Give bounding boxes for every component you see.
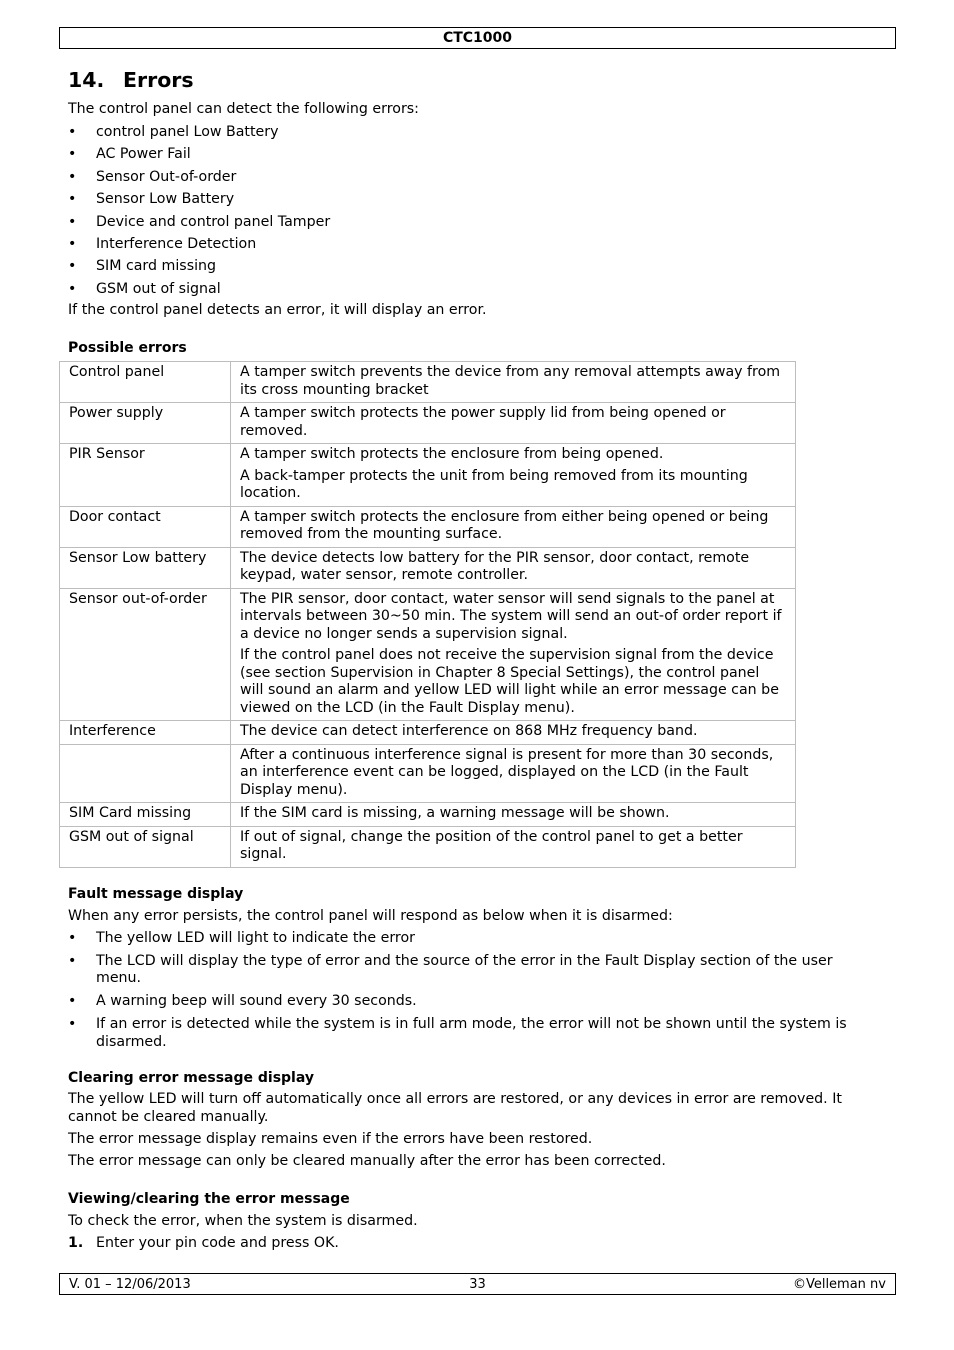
list-item: • SIM card missing: [68, 258, 878, 276]
table-row: [60, 547, 796, 588]
step-text: Enter your pin code and press OK.: [96, 1235, 339, 1251]
list-item: • Device and control panel Tamper: [68, 214, 878, 232]
table-row: [60, 403, 796, 444]
list-item: • GSM out of signal: [68, 281, 878, 299]
table-row: [60, 721, 796, 745]
list-item: • The LCD will display the type of error and the source of the error in the Fault Display section of the user menu.: [68, 953, 878, 988]
error-label: PIR Sensor: [60, 444, 231, 507]
possible-errors-heading: Possible errors: [68, 340, 187, 356]
error-description: [231, 744, 796, 803]
table-row: [60, 803, 796, 827]
description-text: A back-tamper protects the unit from being removed from its mounting location.: [240, 467, 748, 501]
error-label: Sensor out-of-order: [60, 588, 231, 721]
description-text: A tamper switch protects the power supply lid from being opened or removed.: [240, 405, 726, 439]
clearing-paragraph: The error message can only be cleared manually after the error has been corrected.: [68, 1153, 666, 1169]
list-item: • Sensor Low Battery: [68, 191, 878, 209]
description-text: The device detects low battery for the PIR sensor, door contact, remote keypad, water sensor, remote controller.: [240, 549, 750, 583]
section-number: 14.: [68, 68, 105, 92]
table-row: [60, 444, 796, 507]
error-description: [231, 444, 796, 507]
description-text: If out of signal, change the position of the control panel to get a better signal.: [240, 828, 743, 862]
error-description: [231, 803, 796, 827]
list-item: • Interference Detection: [68, 236, 878, 254]
step-number: 1.: [68, 1235, 84, 1251]
viewing-intro: To check the error, when the system is disarmed.: [68, 1213, 418, 1229]
clearing-paragraph: The yellow LED will turn off automatically once all errors are restored, or any devices in error are removed. It cannot be cleared manually.: [68, 1091, 842, 1125]
error-label: Sensor Low battery: [60, 547, 231, 588]
table-row: [60, 826, 796, 867]
error-type-list: [68, 124, 878, 303]
page-number: 33: [469, 1277, 486, 1292]
table-row: [60, 362, 796, 403]
list-item: • The yellow LED will light to indicate the error: [68, 930, 878, 948]
footer-version: V. 01 – 12/06/2013: [69, 1277, 191, 1292]
error-description: [231, 588, 796, 721]
list-item: • A warning beep will sound every 30 seconds.: [68, 993, 878, 1011]
error-description: [231, 826, 796, 867]
error-label: Door contact: [60, 506, 231, 547]
error-label: Interference: [60, 721, 231, 745]
after-list-paragraph: If the control panel detects an error, it will display an error.: [68, 302, 487, 318]
error-label: Power supply: [60, 403, 231, 444]
error-description: [231, 506, 796, 547]
intro-paragraph: The control panel can detect the following errors:: [68, 101, 419, 117]
error-description: [231, 403, 796, 444]
fault-display-intro: When any error persists, the control panel will respond as below when it is disarmed:: [68, 908, 673, 924]
list-item: • If an error is detected while the system is in full arm mode, the error will not be shown until the system is disarmed.: [68, 1016, 878, 1051]
viewing-steps: [68, 1235, 339, 1253]
description-text: The device can detect interference on 868 MHz frequency band.: [240, 723, 698, 739]
error-description: [231, 362, 796, 403]
error-description: [231, 547, 796, 588]
page-footer: [59, 1273, 896, 1295]
description-text: A tamper switch prevents the device from any removal attempts away from its cross mounting bracket: [240, 364, 781, 398]
section-title: [68, 66, 194, 94]
viewing-heading: Viewing/clearing the error message: [68, 1191, 350, 1207]
clearing-heading: Clearing error message display: [68, 1070, 314, 1086]
step-item: [68, 1235, 339, 1253]
header-model: CTC1000: [442, 30, 513, 46]
footer-copyright: ©Velleman nv: [792, 1277, 886, 1292]
table-row: [60, 506, 796, 547]
fault-display-list: [68, 930, 878, 1057]
clearing-paragraph: The error message display remains even if the errors have been restored.: [68, 1131, 593, 1147]
page-header: [59, 27, 896, 49]
table-row: [60, 588, 796, 721]
list-item: • AC Power Fail: [68, 146, 878, 164]
description-text: A tamper switch protects the enclosure from either being opened or being removed from the mounting surface.: [240, 508, 769, 542]
possible-errors-table: [59, 361, 796, 868]
error-label: Control panel: [60, 362, 231, 403]
fault-display-heading: Fault message display: [68, 886, 244, 902]
list-item: • control panel Low Battery: [68, 124, 878, 142]
section-title-text: Errors: [123, 68, 194, 92]
error-label: GSM out of signal: [60, 826, 231, 867]
error-label: SIM Card missing: [60, 803, 231, 827]
description-text: A tamper switch protects the enclosure from being opened.: [240, 446, 664, 462]
description-text: The PIR sensor, door contact, water sensor will send signals to the panel at intervals between 30~50 min. The system will send an out-of order report if a device no longer sends a supervision signal.: [240, 590, 782, 642]
description-text: If the SIM card is missing, a warning message will be shown.: [240, 805, 670, 821]
description-text: If the control panel does not receive the supervision signal from the device (see section Supervision in Chapter 8 Special Settings), the control panel will sound an alarm and yellow LED will light while an error message can be viewed on the LCD (in the Fault Display menu).: [240, 647, 779, 716]
description-text: After a continuous interference signal is present for more than 30 seconds, an interference event can be logged, displayed on the LCD (in the Fault Display menu).: [240, 746, 774, 798]
table-row: [60, 744, 796, 803]
list-item: • Sensor Out-of-order: [68, 169, 878, 187]
error-label: [60, 744, 231, 803]
error-description: [231, 721, 796, 745]
